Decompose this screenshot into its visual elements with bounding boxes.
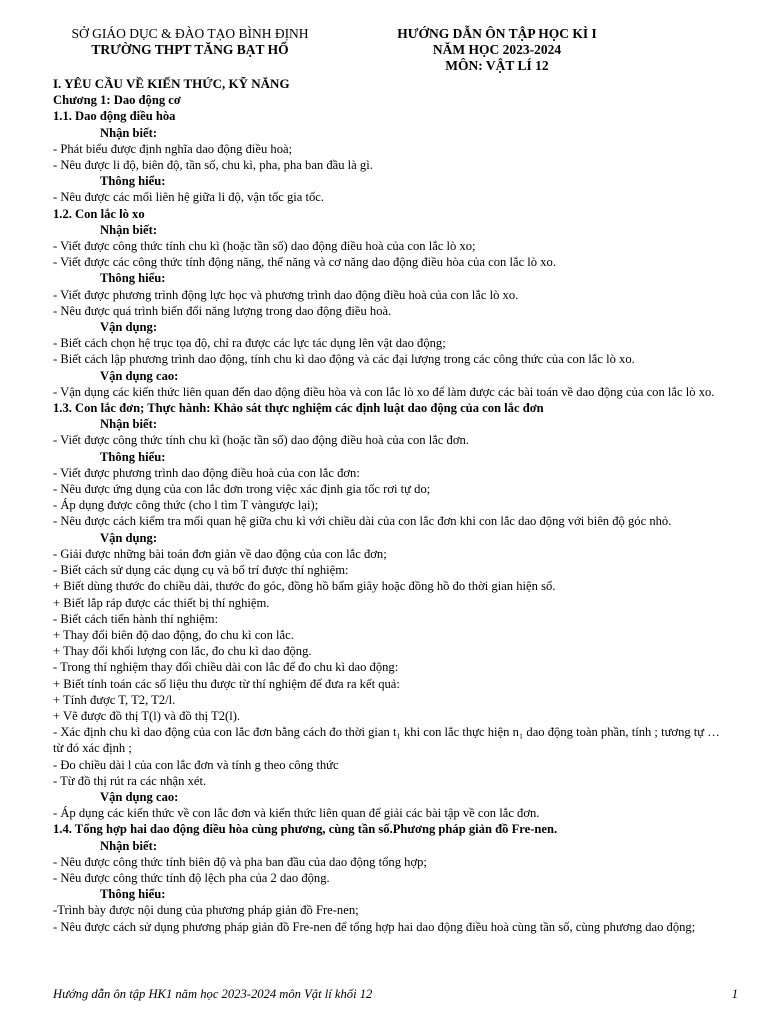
body-line: - Phát biểu được định nghĩa dao động điều hoà; bbox=[53, 141, 293, 156]
body-line: - Viết được công thức tính chu kì (hoặc tần số) dao động điều hoà của con lắc đơn. bbox=[53, 433, 469, 448]
body-paragraph: - Nêu được cách sử dụng phương pháp giản đồ Fre-nen để tổng hợp hai dao động điều hoà cùng tần số, cùng phương dao động; bbox=[53, 919, 696, 934]
level-label: Thông hiểu: bbox=[100, 887, 166, 902]
header-right bbox=[352, 26, 642, 74]
level-label: Nhận biết: bbox=[100, 222, 158, 237]
level-label: Vận dụng: bbox=[100, 530, 158, 545]
subject: MÔN: VẬT LÍ 12 bbox=[445, 58, 549, 73]
body-line: - Viết được phương trình dao động điều hoà của con lắc đơn: bbox=[53, 465, 360, 480]
subsection-heading: Chương 1: Dao động cơ bbox=[53, 93, 181, 108]
document-header bbox=[0, 26, 768, 74]
body-line: - Áp dụng được công thức (cho l tìm T vàngược lại); bbox=[53, 498, 319, 513]
body-line: - Nêu được công thức tính biên độ và pha ban đầu của dao động tổng hợp; bbox=[53, 854, 427, 869]
body-line: + Vẽ được đồ thị T(l) và đồ thị T2(l). bbox=[53, 708, 241, 723]
subsection-heading: 1.2. Con lắc lò xo bbox=[53, 206, 145, 221]
document-body bbox=[53, 76, 733, 935]
body-line: - Biết cách sử dụng các dụng cụ và bố trí được thí nghiệm: bbox=[53, 563, 349, 578]
body-line: -Trình bày được nội dung của phương pháp giản đồ Fre-nen; bbox=[53, 903, 359, 918]
level-label: Thông hiểu: bbox=[100, 449, 166, 464]
level-label: Nhận biết: bbox=[100, 417, 158, 432]
body-line: + Thay đổi khối lượng con lắc, đo chu kì dao động. bbox=[53, 644, 312, 659]
school-name: TRƯỜNG THPT TĂNG BẠT HỔ bbox=[91, 42, 289, 57]
body-line: + Biết dùng thước đo chiều dài, thước đo góc, đồng hồ bấm giây hoặc đồng hồ đo thời gian hiện số. bbox=[53, 579, 556, 594]
section-heading: I. YÊU CẦU VỀ KIẾN THỨC, KỸ NĂNG bbox=[53, 76, 290, 91]
body-line: + Biết tính toán các số liệu thu được từ thí nghiệm để đưa ra kết quả: bbox=[53, 676, 400, 691]
body-line: + Tính được T, T2, T2/l. bbox=[53, 692, 176, 707]
level-label: Nhận biết: bbox=[100, 838, 158, 853]
page-number: 1 bbox=[731, 987, 738, 1001]
body-paragraph: - Vận dụng các kiến thức liên quan đến dao động điều hòa và con lắc lò xo để làm được các bài toán về dao động của con lắc lò xo. bbox=[53, 384, 715, 399]
body-line: - Từ đồ thị rút ra các nhận xét. bbox=[53, 773, 207, 788]
body-line: - Biết cách lập phương trình dao động, tính chu kì dao động và các đại lượng trong các công thức của con lắc lò xo. bbox=[53, 352, 635, 367]
school-year: NĂM HỌC 2023-2024 bbox=[432, 42, 562, 57]
level-label: Vận dụng cao: bbox=[100, 789, 179, 804]
body-line: - Nêu được li độ, biên độ, tần số, chu kì, pha, pha ban đầu là gì. bbox=[53, 158, 373, 173]
level-label: Thông hiểu: bbox=[100, 174, 166, 189]
body-line: - Nêu được cách kiểm tra mối quan hệ giữa chu kì với chiều dài của con lắc đơn khi con lắc dao động với biên độ góc nhỏ. bbox=[53, 514, 672, 529]
header-left bbox=[40, 26, 340, 58]
body-line: - Viết được phương trình động lực học và phương trình dao động điều hoà của con lắc lò xo. bbox=[53, 287, 519, 302]
body-line: - Biết cách chọn hệ trục tọa độ, chỉ ra được các lực tác dụng lên vật dao động; bbox=[53, 336, 446, 351]
level-label: Nhận biết: bbox=[100, 125, 158, 140]
subsection-heading: 1.3. Con lắc đơn; Thực hành: Khảo sát thực nghiệm các định luật dao động của con lắc đơn bbox=[53, 401, 544, 416]
body-paragraph: - Xác định chu kì dao động của con lắc đơn bằng cách đo thời gian t₁ khi con lắc thực hiện n₁ dao động toàn phần, tính ; tương tự … từ đó xác định ; bbox=[53, 725, 720, 756]
body-line: - Nêu được các mối liên hệ giữa li độ, vận tốc gia tốc. bbox=[53, 190, 325, 205]
body-line: - Viết được các công thức tính động năng, thế năng và cơ năng dao động điều hòa của con lắc lò xo. bbox=[53, 255, 556, 270]
body-line: + Biết lắp ráp được các thiết bị thí nghiệm. bbox=[53, 595, 270, 610]
subsection-heading: 1.1. Dao động điều hòa bbox=[53, 109, 176, 124]
level-label: Vận dụng: bbox=[100, 320, 158, 335]
body-line: - Áp dụng các kiến thức về con lắc đơn và kiến thức liên quan để giải các bài tập về con lắc đơn. bbox=[53, 806, 540, 821]
subsection-heading: 1.4. Tổng hợp hai dao động điều hòa cùng phương, cùng tần số.Phương pháp giản đồ Fre-nen. bbox=[53, 822, 558, 837]
footer-text: Hướng dẫn ôn tập HK1 năm học 2023-2024 môn Vật lí khối 12 bbox=[53, 987, 373, 1001]
department-name: SỞ GIÁO DỤC & ĐÀO TẠO BÌNH ĐỊNH bbox=[71, 26, 309, 41]
body-line: - Giải được những bài toán đơn giản về dao động của con lắc đơn; bbox=[53, 546, 387, 561]
level-label: Thông hiểu: bbox=[100, 271, 166, 286]
body-line: - Viết được công thức tính chu kì (hoặc tần số) dao động điều hoà của con lắc lò xo; bbox=[53, 239, 476, 254]
body-line: - Đo chiều dài l của con lắc đơn và tính g theo công thức bbox=[53, 757, 339, 772]
body-line: - Biết cách tiến hành thí nghiệm: bbox=[53, 611, 219, 626]
body-line: - Nêu được quá trình biến đổi năng lượng trong dao động điều hoà. bbox=[53, 303, 392, 318]
body-line: - Trong thí nghiệm thay đổi chiều dài con lắc để đo chu kì dao động: bbox=[53, 660, 399, 675]
page-footer bbox=[53, 986, 738, 1002]
body-line: + Thay đổi biên độ dao động, đo chu kì con lắc. bbox=[53, 627, 294, 642]
body-line: - Nêu được công thức tính độ lệch pha của 2 dao động. bbox=[53, 870, 330, 885]
document-title: HƯỚNG DẪN ÔN TẬP HỌC KÌ I bbox=[397, 26, 597, 41]
body-line: - Nêu được ứng dụng của con lắc đơn trong việc xác định gia tốc rơi tự do; bbox=[53, 482, 431, 497]
level-label: Vận dụng cao: bbox=[100, 368, 179, 383]
